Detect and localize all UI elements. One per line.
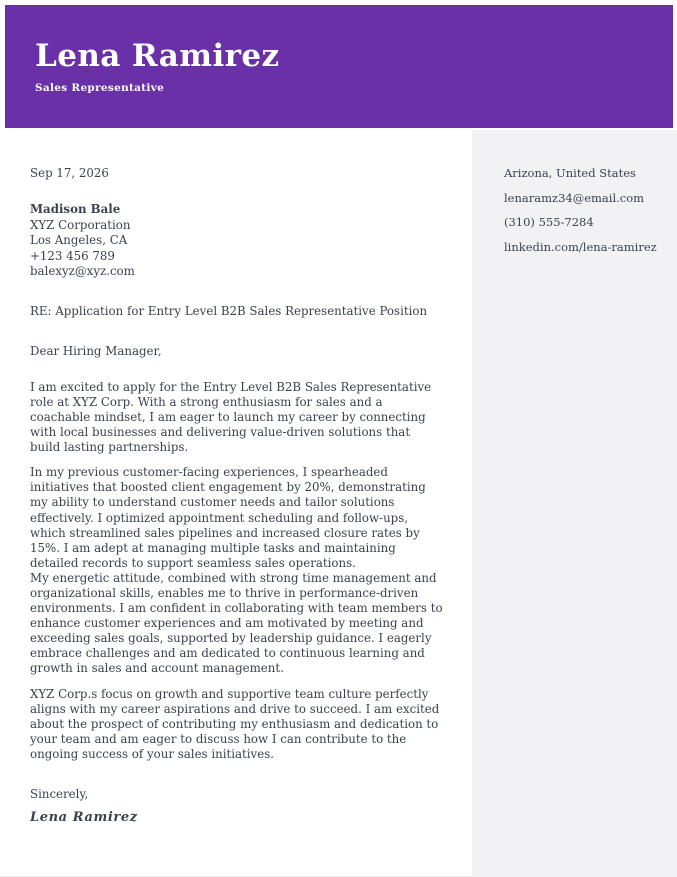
contact-phone: (310) 555-7284 <box>504 215 594 229</box>
recipient-block <box>30 202 443 280</box>
candidate-name: Lena Ramirez <box>35 38 280 74</box>
letter-paragraph: XYZ Corp.s focus on growth and supportive team culture perfectly aligns with my career aspirations and drive to succeed. I am excited about the prospect of contributing my enthusiasm and dedication to your team and am eager to discuss how I can contribute to the ongoing success of your sales initiatives. <box>30 686 440 761</box>
recipient-name: Madison Bale <box>30 202 121 217</box>
recipient-location: Los Angeles, CA <box>30 233 128 248</box>
recipient-company: XYZ Corporation <box>30 217 131 232</box>
letter-salutation: Dear Hiring Manager, <box>30 343 162 358</box>
letter-paragraph: My energetic attitude, combined with strong time management and organizational skills, enables me to thrive in performance-driven environments. I am confident in collaborating with team members to enhance customer experiences and am motivated by meeting and exceeding sales goals, supported by leadership guidance. I eagerly embrace challenges and am dedicated to continuous learning and growth in sales and account management. <box>30 570 443 676</box>
header-band <box>5 5 673 128</box>
letter-subject: RE: Application for Entry Level B2B Sales Representative Position <box>30 303 428 318</box>
recipient-phone: +123 456 789 <box>30 248 115 263</box>
letter-paragraph: I am excited to apply for the Entry Level B2B Sales Representative role at XYZ Corp. With a strong enthusiasm for sales and a coachable mindset, I am eager to launch my career by connecting with local businesses and delivering value-driven solutions that build lasting partnerships. <box>30 379 432 455</box>
candidate-job-title: Sales Representative <box>35 82 165 94</box>
recipient-email: balexyz@xyz.com <box>30 264 135 279</box>
letter-paragraph: In my previous customer-facing experiences, I spearheaded initiatives that boosted client engagement by 20%, demonstrating my ability to understand customer needs and tailor solutions effectively. I optimized appointment scheduling and follow-ups, which streamlined sales pipelines and increased closure rates by 15%. I am adept at managing multiple tasks and maintaining detailed records to support seamless sales operations. <box>30 465 426 570</box>
contact-linkedin: linkedin.com/lena-ramirez <box>504 239 657 254</box>
letter-date: Sep 17, 2026 <box>30 166 109 180</box>
contact-location: Arizona, United States <box>504 166 636 180</box>
letter-body <box>30 166 443 825</box>
contact-sidebar <box>472 130 677 877</box>
signature: Lena Ramirez <box>30 810 138 826</box>
letter-closing: Sincerely, <box>30 787 89 802</box>
contact-email: lenaramz34@email.com <box>504 190 645 205</box>
